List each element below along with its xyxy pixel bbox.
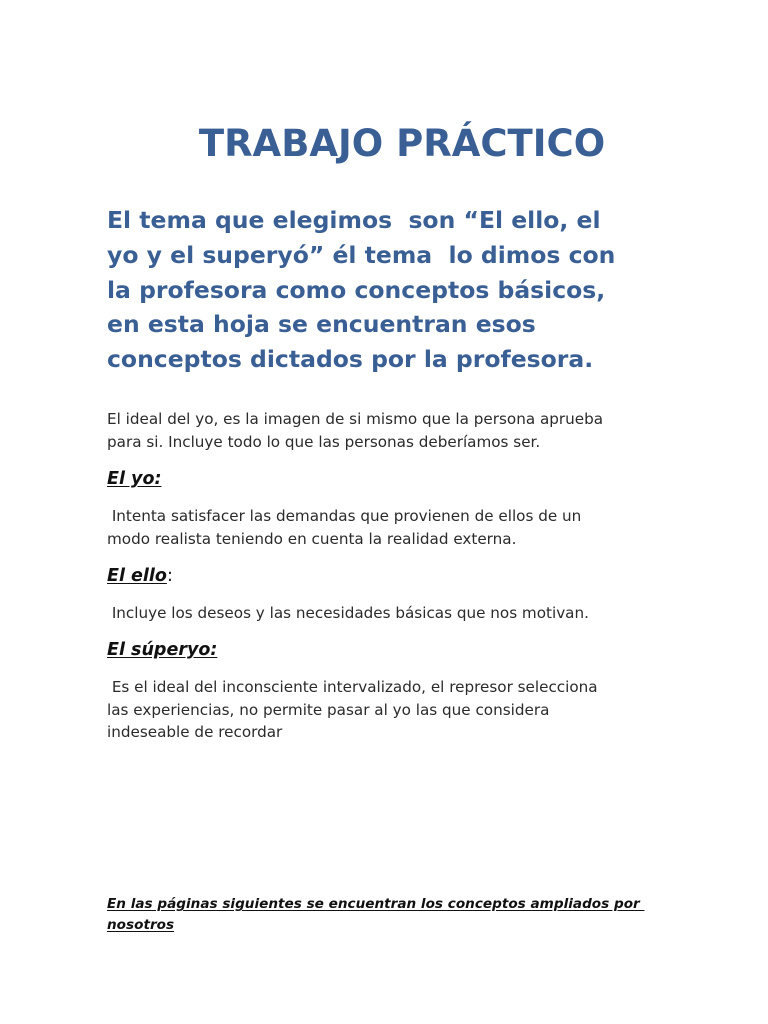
yo-heading — [107, 467, 161, 491]
superyo-line: indeseable de recordar — [107, 723, 283, 741]
yo-heading-text: El yo: — [107, 469, 162, 489]
yo-paragraph — [107, 505, 687, 550]
intro-line: El tema que elegimos son “El ello, el — [107, 206, 601, 234]
superyo-line: Es el ideal del inconsciente intervalizado, el represor selecciona — [107, 678, 598, 696]
footer-line — [107, 894, 667, 915]
superyo-heading-text: El súperyo: — [107, 640, 218, 660]
intro-line: conceptos dictados por la profesora. — [107, 345, 594, 374]
intro-line: la profesora como conceptos básicos, — [107, 275, 606, 304]
footer-note — [107, 894, 667, 936]
footer-line-text: nosotros — [107, 917, 175, 933]
footer-line-text: En las páginas siguientes se encuentran los conceptos ampliados por — [107, 896, 645, 912]
intro-line: yo y el superyó” él tema lo dimos con — [107, 240, 616, 269]
ello-heading-text: El ello — [107, 566, 167, 586]
ello-heading-colon: : — [166, 566, 173, 586]
superyo-paragraph — [107, 676, 687, 744]
ideal-line: El ideal del yo, es la imagen de si mismo que la persona aprueba — [107, 410, 604, 428]
intro-paragraph — [107, 203, 707, 377]
footer-line — [107, 915, 667, 936]
ello-heading — [107, 564, 173, 588]
document-title: TRABAJO PRÁCTICO — [198, 122, 606, 165]
ello-line: Incluye los deseos y las necesidades básicas que nos motivan. — [107, 604, 589, 622]
yo-line: Intenta satisfacer las demandas que provienen de ellos de un — [107, 507, 582, 525]
superyo-heading — [107, 638, 217, 662]
ello-paragraph — [107, 602, 687, 625]
ideal-del-yo-paragraph — [107, 408, 687, 453]
superyo-line: las experiencias, no permite pasar al yo las que considera — [107, 700, 550, 719]
ideal-line: para si. Incluye todo lo que las personas deberíamos ser. — [107, 432, 541, 451]
yo-line: modo realista teniendo en cuenta la realidad externa. — [107, 529, 517, 548]
intro-line: en esta hoja se encuentran esos — [107, 310, 536, 339]
